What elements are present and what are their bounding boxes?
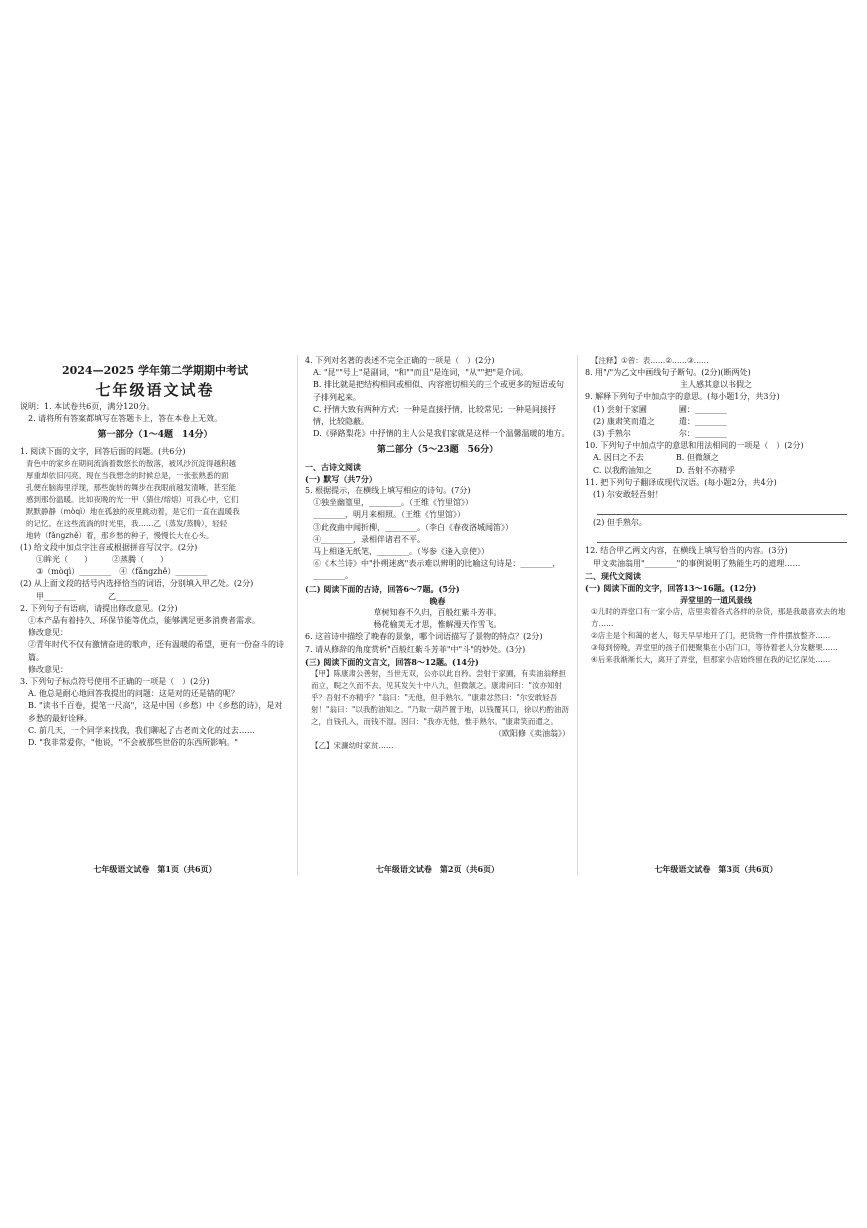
exam-subtitle: 七年级语文试卷: [95, 381, 215, 399]
essay-title: 弄堂里的一道风景线: [680, 595, 752, 606]
poem-line: 杨花榆荚无才思，惟解漫天作雪飞。: [373, 620, 502, 630]
question-1: 1. 阅读下面的文字，回答后面的问题。(共6分): [20, 446, 186, 456]
passage-line: 感到那份温暖。比如夜晚的光一甲（猜住/熔熔）可我心中，它们: [26, 494, 239, 504]
part-heading: 一、古诗文阅读: [305, 461, 361, 472]
q4-option-d: D.《驿路梨花》中抒情的主人公是我们家就是这样一个温馨温暖的地方。: [313, 429, 570, 439]
question-8: 8. 用"/"为乙文中画线句子断句。(2分)(断两处): [585, 368, 751, 377]
question-1-2: (2) 从上面文段的括号内选择恰当的词语，分别填入甲乙处。(2分): [20, 579, 254, 589]
question-12: 12. 结合甲乙两文内容，在横线上填写恰当的内容。(3分): [585, 546, 788, 556]
subpart-heading: (一) 默写（共7分）: [305, 473, 377, 484]
passage-line: 孔便在脑海里浮现，那些旋转的舞步在我眼前越发清晰，甚至能: [26, 482, 236, 492]
classical-text-yi: 【乙】宋濂幼时家贫……: [311, 741, 394, 751]
subpart-heading: (三) 阅读下面的文言文，回答8～12题。(14分): [305, 656, 479, 667]
q5-b: ________，明月来相照。（王维《竹里馆》）: [313, 510, 465, 520]
annotations: 【注释】①曾：表……②……③……: [591, 356, 709, 365]
answer-line: [597, 503, 847, 515]
passage-line: 的记忆。在这些流淌的时光里，我……乙（蒸发/蒸腾），轻轻: [26, 518, 228, 528]
page-2: [305, 355, 570, 875]
q5-d: ④________，录相伴诸君不平。: [313, 534, 425, 544]
q2-a-fix: 修改意见：: [28, 628, 68, 638]
q5-a: ①独坐幽篁里，________。（王维《竹里馆》）: [313, 498, 473, 508]
q1-passage: [20, 458, 290, 542]
q8-sentence: 主人感其意以书假之: [680, 380, 752, 390]
passage-line: 默默静静（mòqì）地在孤独的夜里跳动着，是它们一直在温暖我: [26, 506, 240, 516]
instructions-1: 说明：1. 本试卷共6页，满分120分。: [20, 402, 155, 411]
question-3: 3. 下列句子标点符号使用不正确的一项是（ ）(2分): [20, 677, 210, 687]
section-2-heading: 第二部分（5～23题 56分）: [376, 445, 499, 456]
classical-text-jia: 【甲】陈康肃公善射，当世无双，公亦以此自矜。尝射于家圃，有卖油翁释担而立，睨之久而不去。见其发矢十中八九，但微颔之。康肃问曰："汝亦知射乎？吾射不亦精乎？"翁曰："无他，但手熟尔。"康肃忿然曰："尔安敢轻吾射！"翁曰："以我酌油知之。"乃取一葫芦置于地，以钱覆其口，徐以杓酌油沥之，自钱孔入，而钱不湿。因曰："我亦无他，惟手熟尔。"康肃笑而遣之。: [311, 669, 569, 727]
poem-line: 草树知春不久归，百般红紫斗芳菲。: [373, 608, 502, 618]
jia-source: （欧阳修《卖油翁》）: [494, 729, 570, 739]
section-1-heading: 第一部分（1～4题 14分）: [97, 430, 213, 441]
subpart-heading: (二) 阅读下面的古诗，回答6～7题。(5分): [305, 583, 460, 594]
passage-line: 厚重却依旧闪亮。现在当我想念的时候总是，一张张熟悉的面: [26, 470, 229, 480]
q2-a: ①本产品有着持久、环保节能等优点，能够满足更多消费者需求。: [28, 616, 260, 626]
q2-b: ②青年时代不仅有激情奋进的歌声，还有温暖的希望，更有一份奋斗的诗篇。: [28, 640, 284, 662]
instructions-2: 2. 请将所有答案都填写在答题卡上，答在本卷上无效。: [28, 414, 223, 424]
question-10: 10. 下列句子中加点字的意思和用法相同的一项是（ ）(2分): [585, 441, 804, 451]
question-11: 11. 把下列句子翻译成现代汉语。(每小题2分，共4分): [585, 477, 777, 487]
page-1: [20, 355, 290, 875]
q9-c: (3) 手熟尔 尔：________: [593, 429, 727, 439]
essay-paragraph: ④后来我渐渐长大，离开了弄堂，但那家小店始终留在我的记忆深处……: [591, 655, 831, 665]
column-divider: [297, 355, 298, 875]
passage-line: 地转（fǎngzhě）着，那乡愁的种子，慢慢长大在心头。: [26, 530, 214, 540]
essay-paragraph: ②店主是个和蔼的老人，每天早早地开了门，把货物一件件摆放整齐……: [591, 631, 831, 641]
q11-b: (2) 但手熟尔。: [593, 518, 647, 528]
q4-option-a: A. "昆""号上"是副词，"和""而且"是连词，"从""把"是介词。: [313, 368, 529, 378]
subpart-heading: (一) 阅读下面的文字，回答13～16题。(12分): [585, 583, 757, 594]
q5-c: ③此夜曲中闻折柳，________。（李白《春夜洛城闻笛》）: [313, 522, 513, 532]
q5-f: ⑥《木兰诗》中"扑朔迷离"表示难以辨明的比喻这句诗是：________，________。: [313, 559, 561, 581]
q3-option-c: C. 前几天，一个同学来找我，我们聊起了古老而文化的过去……: [28, 725, 255, 735]
q3-option-a: A. 他总是耐心地回答我提出的问题：这是对的还是错的呢？: [28, 689, 239, 699]
passage-line: 青色中的家乡在期间流淌着数悠长的散落，被风沙沉淀得越积越: [26, 458, 236, 468]
q12-a: 甲文卖油翁用"________"的事例说明了熟能生巧的道理……: [593, 558, 801, 568]
page-3: [585, 355, 847, 875]
q1-1-b: ③（mòqì）________ ④（fǎngzhě）________: [36, 567, 208, 577]
q10-options-cd: C. 以我酌油知之 D. 吾射不亦精乎: [593, 465, 736, 475]
q1-1-a: ①眸光（ ） ②蒸腾（ ）: [36, 555, 168, 565]
question-6: 6. 这首诗中描绘了晚春的景象，哪个词语描写了景物的特点？(2分): [305, 632, 543, 642]
part-heading: 二、现代文阅读: [585, 570, 641, 581]
q9-b: (2) 康肃笑而遣之 遣：________: [593, 416, 727, 426]
q3-option-d: D. "我非常爱你，"他说，"不会被那些世俗的东西所影响。": [28, 738, 238, 748]
q4-option-c: C. 抒情大致有两种方式：一种是直接抒情，比较常见；一种是间接抒情，比较隐蔽。: [313, 404, 556, 427]
q9-a: (1) 尝射于家圃 圃：________: [593, 404, 727, 414]
q3-option-b: B. "读书千百卷，提笔一尺高"，这是中国（乡愁）中《乡愁的诗》，是对乡愁的最好诠释。: [28, 701, 283, 723]
q10-options-ab: A. 因曰之不去 B. 但微颔之: [593, 453, 719, 463]
q1-2-b: 甲________ 乙________: [36, 591, 148, 601]
question-9: 9. 解释下列句子中加点字的意思。(每小题1分，共3分): [585, 392, 780, 402]
essay-paragraph: ③每到傍晚，弄堂里的孩子们便聚集在小店门口，等待着老人分发糖果……: [591, 643, 838, 653]
q2-b-fix: 修改意见：: [28, 664, 68, 674]
answer-line: [597, 531, 847, 543]
page-footer: 七年级语文试卷 第3页（共6页）: [654, 863, 778, 874]
q11-a: (1) 尔安敢轻吾射！: [593, 490, 663, 500]
essay-paragraph: ①儿时的弄堂口有一家小店，店里卖着各式各样的杂货，那是我最喜欢去的地方……: [591, 607, 846, 629]
q5-e: 马上相逢无纸笔，________。（岑参《逢入京使》）: [313, 547, 489, 557]
question-2: 2. 下列句子有语病，请提出修改意见。(2分): [20, 603, 178, 613]
exam-sheet: [20, 355, 847, 875]
q4-option-b: B. 排比就是把结构相同或相似、内容密切相关的三个或更多的短语或句子排列起来。: [313, 380, 564, 402]
exam-title: 2024—2025 学年第二学期期中考试: [61, 364, 249, 377]
question-7: 7. 请从修辞的角度赏析"百般红紫斗芳菲"中"斗"的妙处。(3分): [305, 644, 526, 654]
poem-title: 晚春: [429, 595, 446, 606]
page-footer: 七年级语文试卷 第2页（共6页）: [375, 863, 500, 874]
question-1-1: (1) 给文段中加点字注音或根据拼音写汉字。(2分): [20, 542, 198, 552]
question-5: 5. 根据提示，在横线上填写相应的诗句。(7分): [305, 486, 471, 496]
page-footer: 七年级语文试卷 第1页（共6页）: [93, 863, 217, 874]
column-divider: [577, 355, 578, 875]
question-4: 4. 下列对名著的表述不完全正确的一项是（ ）(2分): [305, 356, 495, 365]
